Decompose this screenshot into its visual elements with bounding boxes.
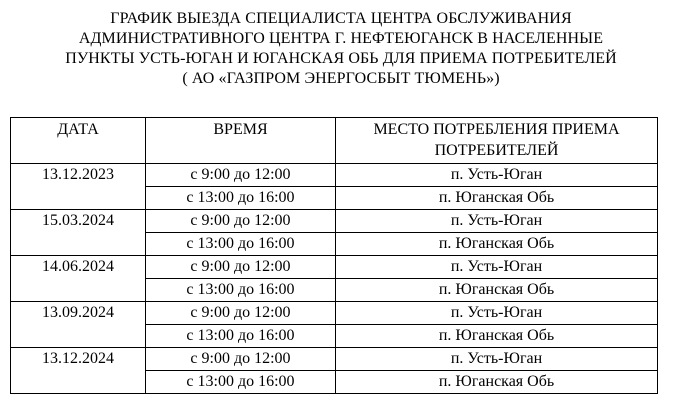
place-cell: п. Юганская Обь (336, 187, 658, 210)
place-cell: п. Юганская Обь (336, 233, 658, 256)
title-line-4: ( АО «ГАЗПРОМ ЭНЕРГОСБЫТ ТЮМЕНЬ») (182, 70, 500, 87)
time-cell: с 9:00 до 12:00 (146, 302, 336, 325)
header-place: МЕСТО ПОТРЕБЛЕНИЯ ПРИЕМА ПОТРЕБИТЕЛЕЙ (336, 118, 658, 164)
place-cell: п. Усть-Юган (336, 302, 658, 325)
title-line-3: ПУНКТЫ УСТЬ-ЮГАН И ЮГАНСКАЯ ОБЬ ДЛЯ ПРИЕМА ПОТРЕБИТЕЛЕЙ (65, 50, 617, 67)
time-cell: с 13:00 до 16:00 (146, 233, 336, 256)
header-date: ДАТА (11, 118, 146, 164)
table-row (11, 302, 658, 325)
date-cell: 15.03.2024 (11, 210, 146, 256)
date-cell: 13.12.2024 (11, 348, 146, 394)
place-cell: п. Юганская Обь (336, 325, 658, 348)
place-cell: п. Юганская Обь (336, 279, 658, 302)
title-line-2: АДМИНИСТРАТИВНОГО ЦЕНТРА Г. НЕФТЕЮГАНСК В НАСЕЛЕННЫЕ (78, 30, 604, 47)
place-cell: п. Усть-Юган (336, 164, 658, 187)
time-cell: с 13:00 до 16:00 (146, 187, 336, 210)
place-cell: п. Усть-Юган (336, 256, 658, 279)
schedule-table (10, 117, 658, 394)
date-cell: 14.06.2024 (11, 256, 146, 302)
title-line-1: ГРАФИК ВЫЕЗДА СПЕЦИАЛИСТА ЦЕНТРА ОБСЛУЖИВАНИЯ (110, 10, 572, 27)
time-cell: с 9:00 до 12:00 (146, 164, 336, 187)
time-cell: с 13:00 до 16:00 (146, 325, 336, 348)
table-row (11, 256, 658, 279)
place-cell: п. Усть-Юган (336, 210, 658, 233)
time-cell: с 9:00 до 12:00 (146, 210, 336, 233)
header-time: ВРЕМЯ (146, 118, 336, 164)
date-cell: 13.12.2023 (11, 164, 146, 210)
document-title (10, 9, 672, 89)
date-cell: 13.09.2024 (11, 302, 146, 348)
time-cell: с 13:00 до 16:00 (146, 279, 336, 302)
time-cell: с 9:00 до 12:00 (146, 348, 336, 371)
place-cell: п. Юганская Обь (336, 371, 658, 394)
time-cell: с 13:00 до 16:00 (146, 371, 336, 394)
header-row (11, 118, 658, 164)
table-row (11, 348, 658, 371)
table-row (11, 164, 658, 187)
place-cell: п. Усть-Юган (336, 348, 658, 371)
table-row (11, 210, 658, 233)
time-cell: с 9:00 до 12:00 (146, 256, 336, 279)
